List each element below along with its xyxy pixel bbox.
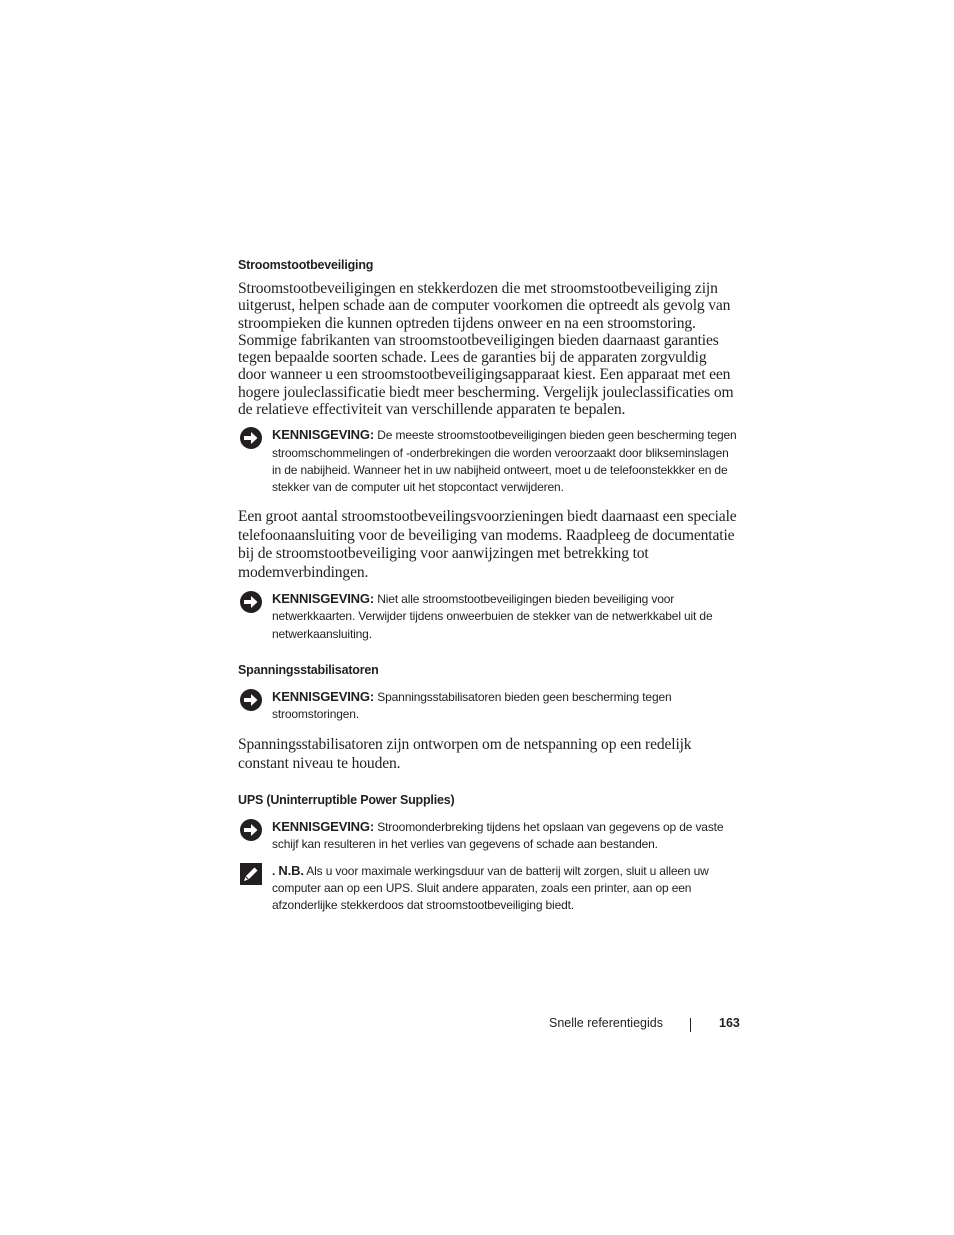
footer-section-title: Snelle referentiegids bbox=[549, 1016, 663, 1030]
heading-voltage-stabilizers: Spanningsstabilisatoren bbox=[238, 662, 379, 677]
notice-arrow-icon bbox=[239, 590, 263, 614]
note-text: Als u voor maximale werkingsduur van de batterij wilt zorgen, sluit u alleen uw computer aan op een UPS. Sluit andere apparaten, zoals een printer, aan op een afzonderlijke stekkerdoos dat stroomstootbeveiliging biedt. bbox=[272, 863, 709, 913]
footer-divider bbox=[690, 1018, 691, 1032]
notice-arrow-icon bbox=[239, 818, 263, 842]
paragraph-modem: Een groot aantal stroomstootbeveilingsvoorzieningen biedt daarnaast een speciale telefoonaansluiting voor de beveiliging van modems. Raadpleeg de documentatie bij de stroomstootbeveiliging voor aanwijzingen met betrekking tot modemverbindingen. bbox=[238, 508, 737, 581]
notice-arrow-icon bbox=[239, 688, 263, 712]
notice-stabilizers bbox=[238, 688, 738, 723]
page-number: 163 bbox=[719, 1016, 740, 1030]
paragraph-stabilizers: Spanningsstabilisatoren zijn ontworpen om de netspanning op een redelijk constant niveau te houden. bbox=[238, 736, 692, 773]
heading-surge-protection: Stroomstootbeveiliging bbox=[238, 258, 374, 272]
notice-label: KENNISGEVING: bbox=[272, 819, 375, 835]
notice-network bbox=[238, 590, 738, 643]
notice-text: Spanningsstabilisatoren bieden geen bescherming tegen stroomstoringen. bbox=[272, 689, 672, 721]
note-label: N.B. bbox=[278, 862, 304, 878]
notice-arrow-icon bbox=[239, 426, 263, 450]
paragraph-surge-intro: Stroomstootbeveiligingen en stekkerdozen die met stroomstootbeveiliging zijn uitgerust, helpen schade aan de computer voorkomen die optreedt als gevolg van stroompieken die kunnen optreden tijdens onweer en na een stroomstoring. Sommige fabrikanten van stroomstootbeveiligingen bieden daarnaast garanties tegen bepaalde soorten schade. Lees de garanties bij de apparaten zorgvuldig door wanneer u een stroomstootbeveiligingsapparaat kiest. Een apparaat met een hogere jouleclassificatie biedt meer bescherming. Vergelijk jouleclassificaties om de relatieve effectiviteit van verschillende apparaten te bepalen. bbox=[238, 280, 734, 419]
notice-lightning bbox=[238, 426, 738, 496]
notice-text: De meeste stroomstootbeveiligingen bieden geen bescherming tegen stroomschommelingen of -onderbrekingen die worden veroorzaakt door blikseminslagen in de nabijheid. Wanneer het in uw nabijheid ontweert, moet u de telefoonstekkker en de stekker van de computer uit het stopcontact verwijderen. bbox=[272, 428, 737, 494]
notice-label: KENNISGEVING: bbox=[272, 591, 375, 607]
notice-text: Stroomonderbreking tijdens het opslaan van gegevens op de vaste schijf kan resulteren in het verlies van gegevens of schade aan bestanden. bbox=[272, 820, 724, 852]
notice-text: Niet alle stroomstootbeveiligingen bieden beveiliging voor netwerkkaarten. Verwijder tijdens onweerbuien de stekker van de netwerkkabel uit de netwerkaansluiting. bbox=[272, 592, 713, 641]
heading-ups: UPS (Uninterruptible Power Supplies) bbox=[238, 793, 455, 808]
notice-label: KENNISGEVING: bbox=[272, 427, 375, 443]
pencil-note-icon bbox=[239, 862, 263, 886]
notice-label: KENNISGEVING: bbox=[272, 688, 375, 704]
note-ups-battery: . N.B. Als u voor maximale werkingsduur van de batterij wilt zorgen, sluit u alleen uw computer aan op een UPS. Sluit andere apparaten, zoals een printer, aan op een afzonderlijke stekkerdoos dat stroomstootbeveiliging biedt. bbox=[238, 862, 738, 915]
page-content bbox=[238, 258, 738, 914]
notice-ups bbox=[238, 818, 738, 853]
